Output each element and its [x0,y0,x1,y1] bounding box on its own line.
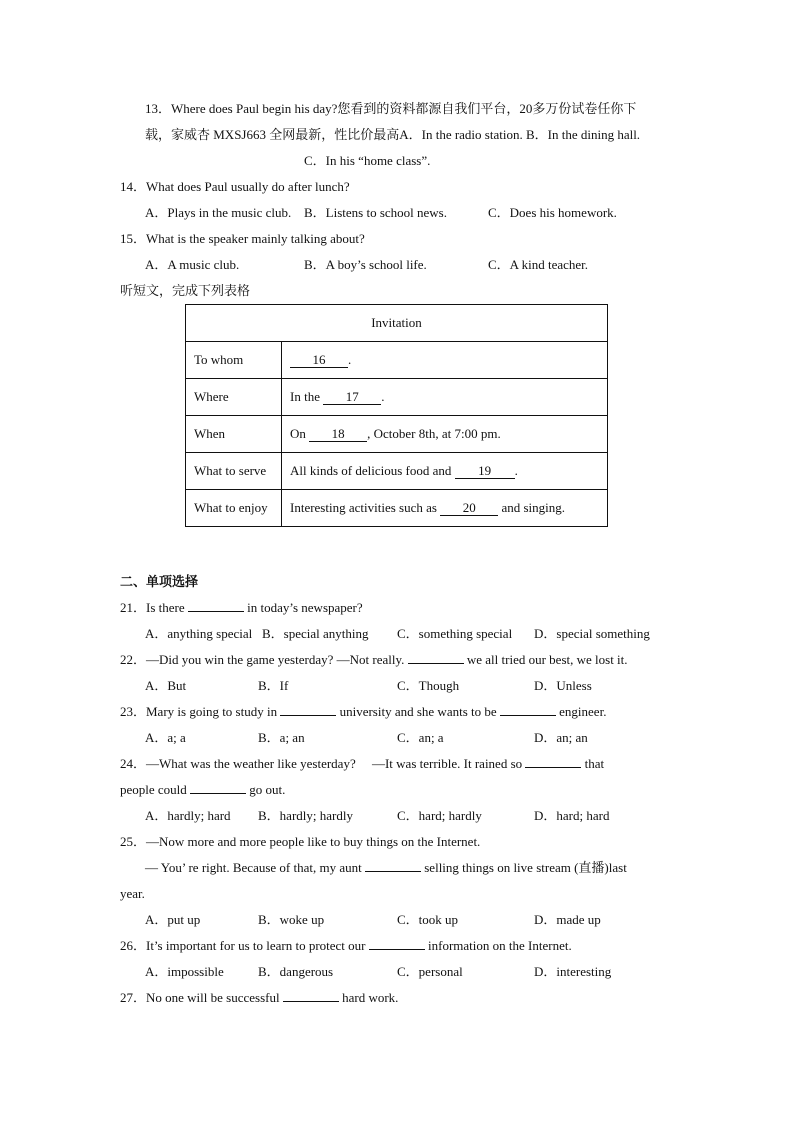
invitation-table [185,304,608,527]
q26-stem-pre: 26．It’s important for us to learn to protect our [120,938,369,953]
q26-stem [120,938,572,954]
q25-line2 [145,860,627,876]
row-post: . [348,352,352,367]
section-title: 二、单项选择 [120,574,199,589]
q13-line1: 13．Where does Paul begin his day?您看到的资料都源自我们平台，20多万份试卷任你下 [145,101,637,116]
q22-option-b: B．If [258,678,289,693]
row-value [282,379,608,416]
table-row [186,416,608,453]
q26-option-a: A．impossible [145,964,224,979]
q14-option-a: A．Plays in the music club. [145,205,292,220]
q22-option-c: C．Though [397,678,460,693]
q23-option-b: B．a; an [258,730,305,745]
q25-line2-pre: — You’ re right. Because of that, my aunt [145,860,365,875]
q27-blank[interactable] [283,1001,339,1002]
row-post: , October 8th, at 7:00 pm. [367,426,501,441]
q25-option-b: B．woke up [258,912,325,927]
blank-20[interactable]: 20 [440,501,498,516]
row-key: To whom [186,342,282,379]
q23-stem-post: engineer. [555,704,607,719]
blank-16[interactable]: 16 [290,353,348,368]
row-value [282,453,608,490]
q15-option-b: B．A boy’s school life. [304,257,427,272]
q21-stem-post: in today’s newspaper? [243,600,363,615]
q26-option-d: D．interesting [534,964,612,979]
q23-stem-pre: 23．Mary is going to study in [120,704,281,719]
q13-option-c: C．In his “home class”. [304,153,431,168]
q27-stem-pre: 27．No one will be successful [120,990,283,1005]
q23-option-c: C．an; a [397,730,444,745]
q24-stem [120,756,604,772]
q27-stem-post: hard work. [338,990,399,1005]
q25-option-d: D．made up [534,912,601,927]
table-row [186,490,608,527]
row-pre: On [290,426,310,441]
row-key: What to serve [186,453,282,490]
table-row [186,379,608,416]
q24-blank-1[interactable] [525,767,581,768]
q26-option-b: B．dangerous [258,964,334,979]
q24-stem-post: that [581,756,605,771]
q23-stem [120,704,606,720]
row-key: Where [186,379,282,416]
q23-option-a: A．a; a [145,730,186,745]
q14-option-b: B．Listens to school news. [304,205,447,220]
q15-option-a: A．A music club. [145,257,240,272]
row-pre: Interesting activities such as [290,500,441,515]
q14-option-c: C．Does his homework. [488,205,617,220]
row-post: . [514,463,518,478]
q21-stem-pre: 21．Is there [120,600,188,615]
q25-stem: 25．—Now more and more people like to buy things on the Internet. [120,834,481,849]
row-value [282,416,608,453]
q24-stem-pre: 24．—What was the weather like yesterday? —It was terrible. It rained so [120,756,526,771]
q23-blank-2[interactable] [500,715,556,716]
row-value [282,342,608,379]
q24-line2 [120,782,285,798]
q25-line2-post: selling things on live stream (直播)last [421,860,627,875]
q22-option-a: A．But [145,678,187,693]
blank-17[interactable]: 17 [323,390,381,405]
q26-blank[interactable] [369,949,425,950]
q25-blank[interactable] [365,871,421,872]
q21-option-d: D．special something [534,626,650,641]
row-key: When [186,416,282,453]
q15-stem: 15．What is the speaker mainly talking about? [120,231,365,246]
q24-option-d: D．hard; hard [534,808,610,823]
row-post: and singing. [498,500,565,515]
q26-option-c: C．personal [397,964,463,979]
q14-stem: 14．What does Paul usually do after lunch? [120,179,350,194]
q15-option-c: C．A kind teacher. [488,257,589,272]
q23-blank-1[interactable] [280,715,336,716]
q22-option-d: D．Unless [534,678,592,693]
q21-option-b: B．special anything [262,626,369,641]
q22-blank[interactable] [408,663,464,664]
row-post: . [381,389,385,404]
q26-stem-post: information on the Internet. [424,938,572,953]
q21-option-a: A．anything special [145,626,253,641]
q24-line2-post: go out. [246,782,286,797]
row-pre: In the [290,389,324,404]
q24-line2-pre: people could [120,782,191,797]
table-header-row [186,305,608,342]
q21-option-c: C．something special [397,626,513,641]
q13-line2: 载，家威杏 MXSJ663 全网最新，性比价最高A．In the radio station. B．In the dining hall. [145,127,641,142]
q22-stem [120,652,628,668]
table-title: Invitation [186,305,608,342]
row-pre: All kinds of delicious food and [290,463,455,478]
q24-option-a: A．hardly; hard [145,808,231,823]
table-row [186,342,608,379]
listening-heading: 听短文，完成下列表格 [120,283,251,298]
row-value [282,490,608,527]
q23-option-d: D．an; an [534,730,588,745]
q24-option-c: C．hard; hardly [397,808,482,823]
q25-option-a: A．put up [145,912,201,927]
q23-stem-mid: university and she wants to be [336,704,500,719]
q25-line3: year. [120,886,145,901]
q24-blank-2[interactable] [190,793,246,794]
q24-option-b: B．hardly; hardly [258,808,353,823]
q25-option-c: C．took up [397,912,459,927]
row-key: What to enjoy [186,490,282,527]
q21-stem [120,600,363,616]
q22-stem-pre: 22．—Did you win the game yesterday? —Not really. [120,652,408,667]
blank-18[interactable]: 18 [309,427,367,442]
blank-19[interactable]: 19 [455,464,515,479]
q21-blank[interactable] [188,611,244,612]
q27-stem [120,990,398,1006]
table-row [186,453,608,490]
q22-stem-post: we all tried our best, we lost it. [463,652,628,667]
